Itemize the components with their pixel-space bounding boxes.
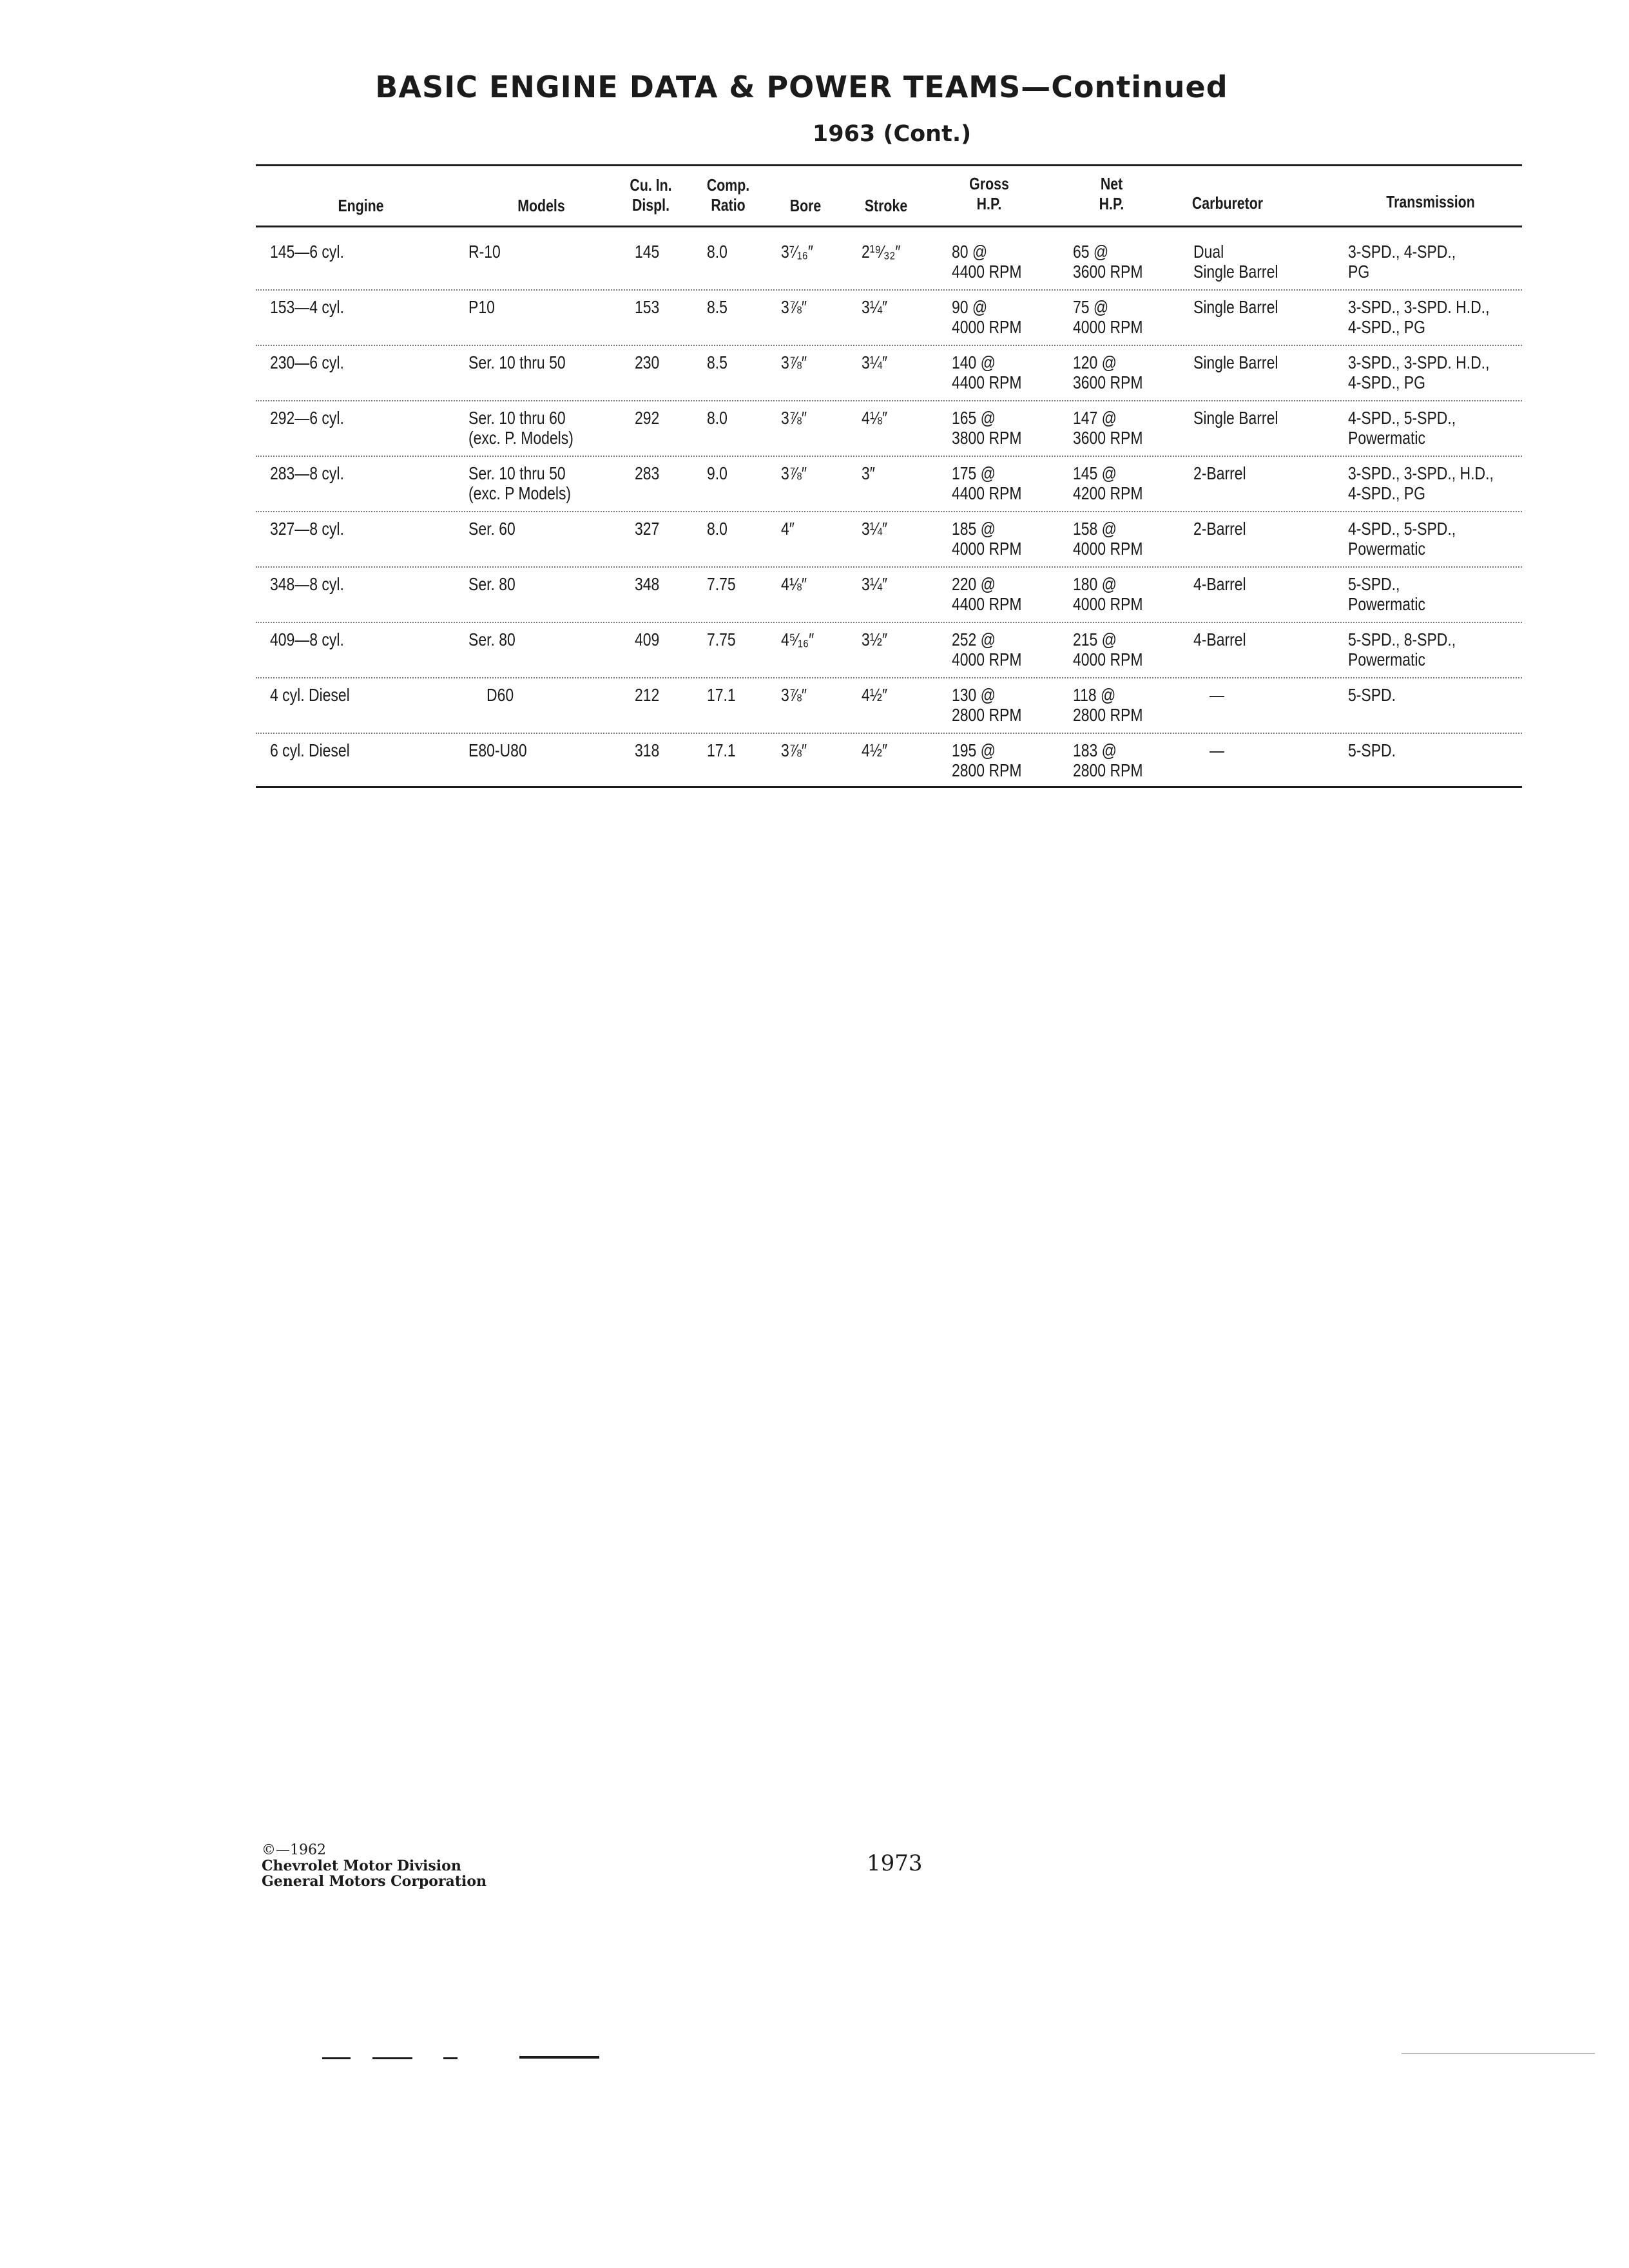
table-row <box>256 512 1522 568</box>
cell-line: 4-SPD., 5-SPD., <box>1348 408 1456 428</box>
cell-stroke: 2¹⁹⁄₃₂″ <box>862 242 901 262</box>
cell-carb <box>1210 685 1224 705</box>
cell-carb <box>1193 297 1278 317</box>
cell-line: 165 @ <box>952 408 996 428</box>
cell-stroke: 3½″ <box>862 629 888 649</box>
cell-engine: 409—8 cyl. <box>270 629 344 649</box>
cell-line: E80-U80 <box>468 740 527 760</box>
cell-trans <box>1348 297 1489 337</box>
cell-line: Powermatic <box>1348 594 1425 614</box>
cell-trans <box>1348 519 1456 559</box>
cell-engine: 348—8 cyl. <box>270 574 344 594</box>
cell-carb <box>1193 463 1246 483</box>
page-title: BASIC ENGINE DATA & POWER TEAMS—Continued <box>375 70 1228 104</box>
cell-bore: 3⅞″ <box>781 740 807 760</box>
cell-trans <box>1348 740 1396 760</box>
cell-line: Powermatic <box>1348 539 1425 559</box>
cell-line: 75 @ <box>1073 297 1109 317</box>
table-row <box>256 678 1522 734</box>
cell-line: 5-SPD. <box>1348 685 1396 705</box>
cell-ratio: 8.0 <box>707 242 728 262</box>
cell-net <box>1073 408 1142 448</box>
header-transmission: Transmission <box>1386 192 1475 211</box>
copyright-line: ©—1962 <box>262 1842 326 1858</box>
cell-trans <box>1348 629 1456 669</box>
cell-net <box>1073 629 1142 669</box>
cell-displ: 409 <box>635 629 660 649</box>
cell-line: 65 @ <box>1073 242 1109 262</box>
cell-line: Single Barrel <box>1193 408 1278 428</box>
cell-line: 5-SPD., 8-SPD., <box>1348 629 1456 649</box>
cell-line: 130 @ <box>952 685 996 705</box>
scan-mark <box>372 2057 412 2059</box>
cell-engine: 145—6 cyl. <box>270 242 344 262</box>
cell-bore: 4⁵⁄₁₆″ <box>781 629 815 649</box>
cell-models <box>468 574 516 594</box>
cell-line: 4400 RPM <box>952 594 1022 614</box>
cell-gross <box>952 408 1021 448</box>
cell-carb <box>1193 629 1246 649</box>
cell-gross <box>952 685 1021 725</box>
cell-line: Ser. 10 thru 60 <box>468 408 566 428</box>
cell-line: 3-SPD., 3-SPD. H.D., <box>1348 352 1490 372</box>
cell-trans <box>1348 463 1494 503</box>
cell-engine: 230—6 cyl. <box>270 352 344 372</box>
cell-displ: 292 <box>635 408 660 428</box>
cell-bore: 3⅞″ <box>781 463 807 483</box>
cell-line: 145 @ <box>1073 463 1117 483</box>
cell-stroke: 3¼″ <box>862 352 888 372</box>
table-top-rule <box>256 164 1522 166</box>
cell-line: 195 @ <box>952 740 996 760</box>
cell-line: 4400 RPM <box>952 483 1022 503</box>
cell-line: 4000 RPM <box>1073 539 1143 559</box>
cell-line: 4400 RPM <box>952 262 1022 282</box>
cell-line: Single Barrel <box>1193 262 1278 282</box>
cell-gross <box>952 242 1021 282</box>
cell-line: 4000 RPM <box>1073 594 1143 614</box>
cell-line: Ser. 80 <box>468 574 516 594</box>
cell-line: 3600 RPM <box>1073 372 1143 392</box>
cell-engine: 292—6 cyl. <box>270 408 344 428</box>
cell-stroke: 4⅛″ <box>862 408 888 428</box>
cell-ratio: 7.75 <box>707 574 736 594</box>
cell-engine: 327—8 cyl. <box>270 519 344 539</box>
cell-line: 4-SPD., PG <box>1348 317 1425 337</box>
cell-net <box>1073 352 1142 392</box>
scan-mark <box>519 2056 599 2059</box>
cell-line: 4000 RPM <box>952 317 1022 337</box>
cell-stroke: 4½″ <box>862 740 888 760</box>
cell-line: 2-Barrel <box>1193 463 1246 483</box>
cell-gross <box>952 519 1021 559</box>
cell-models <box>468 629 516 649</box>
table-row <box>256 235 1522 291</box>
cell-line: 185 @ <box>952 519 996 539</box>
cell-displ: 145 <box>635 242 660 262</box>
cell-engine: 153—4 cyl. <box>270 297 344 317</box>
cell-line: Powermatic <box>1348 649 1425 669</box>
header-models: Models <box>517 196 565 215</box>
cell-carb <box>1210 740 1224 760</box>
cell-line: 4200 RPM <box>1073 483 1143 503</box>
header-gross-hp: Gross H.P. <box>969 174 1009 213</box>
cell-line: 3600 RPM <box>1073 428 1143 448</box>
cell-line: Single Barrel <box>1193 297 1278 317</box>
cell-line: 180 @ <box>1073 574 1117 594</box>
cell-line: 4-SPD., PG <box>1348 372 1425 392</box>
cell-line: 3-SPD., 3-SPD., H.D., <box>1348 463 1494 483</box>
cell-line: 4000 RPM <box>1073 317 1143 337</box>
cell-models <box>468 740 527 760</box>
cell-gross <box>952 629 1021 669</box>
scan-mark <box>322 2057 351 2059</box>
cell-models <box>468 519 516 539</box>
table-row <box>256 457 1522 512</box>
table-row <box>256 623 1522 678</box>
cell-line: 4-SPD., 5-SPD., <box>1348 519 1456 539</box>
cell-gross <box>952 574 1021 614</box>
cell-net <box>1073 463 1142 503</box>
cell-carb <box>1193 408 1278 428</box>
table-row <box>256 346 1522 401</box>
cell-net <box>1073 685 1142 725</box>
cell-gross <box>952 740 1021 780</box>
cell-line: 140 @ <box>952 352 996 372</box>
cell-trans <box>1348 685 1396 705</box>
cell-line: P10 <box>468 297 495 317</box>
cell-line: 2-Barrel <box>1193 519 1246 539</box>
cell-line: (exc. P Models) <box>468 483 572 503</box>
cell-models <box>468 352 566 372</box>
cell-line: 2800 RPM <box>952 705 1022 725</box>
cell-net <box>1073 519 1142 559</box>
cell-models <box>468 242 501 262</box>
header-net-hp: Net H.P. <box>1099 174 1124 213</box>
cell-ratio: 8.0 <box>707 519 728 539</box>
cell-bore: 4⅛″ <box>781 574 807 594</box>
cell-stroke: 3″ <box>862 463 875 483</box>
cell-line: 2800 RPM <box>952 760 1022 780</box>
division-line: Chevrolet Motor Division <box>262 1858 461 1874</box>
cell-net <box>1073 740 1142 780</box>
cell-net <box>1073 242 1142 282</box>
cell-line: 3600 RPM <box>1073 262 1143 282</box>
header-displ: Cu. In. Displ. <box>630 175 672 215</box>
cell-gross <box>952 352 1021 392</box>
header-carburetor: Carburetor <box>1191 193 1264 213</box>
cell-line: 4-Barrel <box>1193 574 1246 594</box>
header-stroke: Stroke <box>864 196 908 215</box>
cell-displ: 327 <box>635 519 660 539</box>
cell-line: — <box>1210 685 1224 705</box>
header-engine: Engine <box>338 196 384 215</box>
cell-bore: 3⅞″ <box>781 352 807 372</box>
cell-line: 5-SPD. <box>1348 740 1396 760</box>
cell-displ: 212 <box>635 685 660 705</box>
table-bottom-rule <box>256 786 1522 788</box>
cell-line: Dual <box>1193 242 1224 262</box>
cell-displ: 230 <box>635 352 660 372</box>
cell-ratio: 8.5 <box>707 297 728 317</box>
cell-displ: 348 <box>635 574 660 594</box>
scan-mark <box>1402 2053 1595 2054</box>
cell-line: D60 <box>487 685 514 705</box>
table-row <box>256 568 1522 623</box>
cell-ratio: 7.75 <box>707 629 736 649</box>
cell-carb <box>1193 574 1246 594</box>
cell-stroke: 3¼″ <box>862 297 888 317</box>
cell-bore: 4″ <box>781 519 795 539</box>
cell-line: 4-Barrel <box>1193 629 1246 649</box>
copyright-block <box>262 1843 487 1889</box>
cell-line: — <box>1210 740 1224 760</box>
cell-line: 252 @ <box>952 629 996 649</box>
cell-carb <box>1193 242 1278 282</box>
header-ratio: Comp. Ratio <box>706 175 750 215</box>
cell-line: Ser. 80 <box>468 629 516 649</box>
cell-line: 4-SPD., PG <box>1348 483 1425 503</box>
cell-line: 175 @ <box>952 463 996 483</box>
cell-displ: 318 <box>635 740 660 760</box>
cell-line: Ser. 10 thru 50 <box>468 352 566 372</box>
cell-engine: 4 cyl. Diesel <box>270 685 350 705</box>
cell-line: R-10 <box>468 242 501 262</box>
page-subtitle: 1963 (Cont.) <box>812 121 972 147</box>
cell-ratio: 8.0 <box>707 408 728 428</box>
cell-line: Ser. 60 <box>468 519 516 539</box>
cell-ratio: 9.0 <box>707 463 728 483</box>
table-row <box>256 401 1522 457</box>
cell-bore: 3⅞″ <box>781 408 807 428</box>
cell-ratio: 8.5 <box>707 352 728 372</box>
cell-gross <box>952 297 1021 337</box>
cell-carb <box>1193 352 1278 372</box>
cell-gross <box>952 463 1021 503</box>
cell-line: PG <box>1348 262 1370 282</box>
cell-line: 2800 RPM <box>1073 760 1143 780</box>
cell-models <box>468 297 495 317</box>
corporation-line: General Motors Corporation <box>262 1873 487 1890</box>
cell-line: 147 @ <box>1073 408 1117 428</box>
cell-bore: 3⁷⁄₁₆″ <box>781 242 814 262</box>
cell-engine: 283—8 cyl. <box>270 463 344 483</box>
cell-line: 3-SPD., 3-SPD. H.D., <box>1348 297 1490 317</box>
cell-line: 3800 RPM <box>952 428 1022 448</box>
scan-mark <box>443 2057 458 2059</box>
cell-trans <box>1348 408 1456 448</box>
cell-line: 90 @ <box>952 297 988 317</box>
cell-line: 5-SPD., <box>1348 574 1400 594</box>
cell-bore: 3⅞″ <box>781 297 807 317</box>
cell-displ: 283 <box>635 463 660 483</box>
cell-ratio: 17.1 <box>707 740 736 760</box>
cell-models <box>487 685 514 705</box>
cell-bore: 3⅞″ <box>781 685 807 705</box>
cell-line: 80 @ <box>952 242 988 262</box>
cell-ratio: 17.1 <box>707 685 736 705</box>
cell-line: 118 @ <box>1073 685 1116 705</box>
cell-line: 215 @ <box>1073 629 1117 649</box>
cell-line: 120 @ <box>1073 352 1117 372</box>
cell-line: 4400 RPM <box>952 372 1022 392</box>
cell-stroke: 4½″ <box>862 685 888 705</box>
cell-models <box>468 408 574 448</box>
cell-line: Powermatic <box>1348 428 1425 448</box>
page-number: 1973 <box>867 1850 923 1876</box>
cell-stroke: 3¼″ <box>862 574 888 594</box>
cell-trans <box>1348 352 1489 392</box>
cell-carb <box>1193 519 1246 539</box>
cell-displ: 153 <box>635 297 660 317</box>
cell-line: 4000 RPM <box>952 649 1022 669</box>
cell-line: (exc. P. Models) <box>468 428 574 448</box>
cell-trans <box>1348 242 1456 282</box>
cell-line: 183 @ <box>1073 740 1117 760</box>
cell-line: 220 @ <box>952 574 996 594</box>
cell-net <box>1073 297 1142 337</box>
table-row <box>256 734 1522 789</box>
cell-line: 2800 RPM <box>1073 705 1143 725</box>
cell-line: 158 @ <box>1073 519 1117 539</box>
cell-stroke: 3¼″ <box>862 519 888 539</box>
cell-engine: 6 cyl. Diesel <box>270 740 350 760</box>
cell-line: 4000 RPM <box>1073 649 1143 669</box>
table-row <box>256 291 1522 346</box>
cell-trans <box>1348 574 1425 614</box>
cell-line: Ser. 10 thru 50 <box>468 463 566 483</box>
table-header-rule <box>256 226 1522 227</box>
header-bore: Bore <box>789 196 822 215</box>
cell-line: Single Barrel <box>1193 352 1278 372</box>
cell-line: 3-SPD., 4-SPD., <box>1348 242 1456 262</box>
cell-line: 4000 RPM <box>952 539 1022 559</box>
cell-net <box>1073 574 1142 614</box>
cell-models <box>468 463 571 503</box>
